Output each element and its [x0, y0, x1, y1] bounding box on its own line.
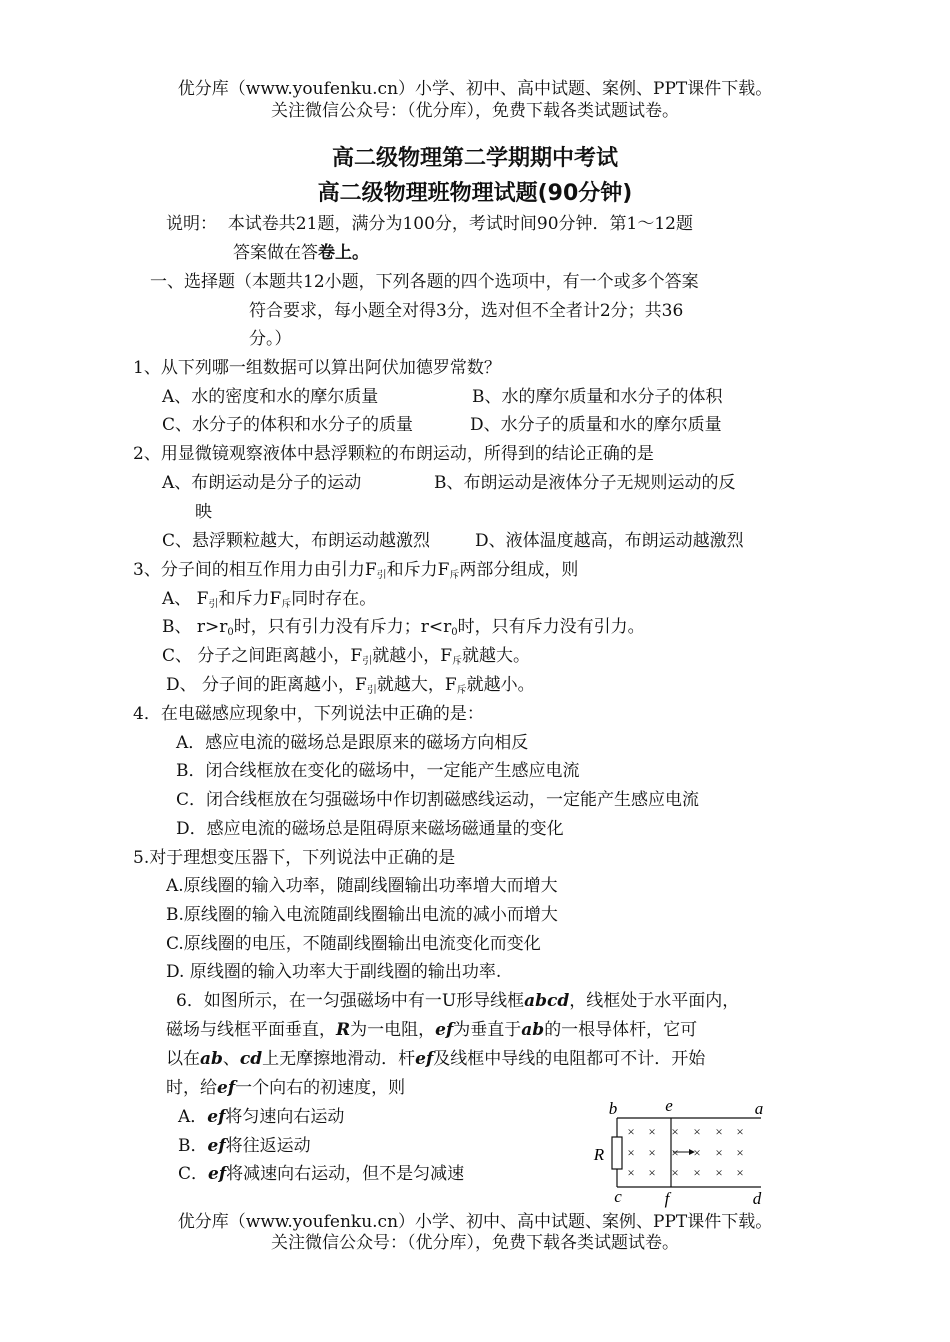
field-x-mark: ×	[736, 1165, 744, 1180]
question-2-stem: 2、用显微镜观察液体中悬浮颗粒的布朗运动，所得到的结论正确的是	[133, 444, 654, 464]
q3-b-text: B、 r>r	[162, 617, 228, 637]
instructions-text: 答案做在答	[233, 243, 318, 263]
resistor	[612, 1137, 622, 1169]
q6-symbol: ef	[208, 1164, 227, 1184]
q3-option-b	[162, 616, 645, 644]
q6-symbol: ef	[207, 1107, 226, 1127]
field-x-mark: ×	[648, 1145, 656, 1160]
q6-b-text: 将往返运动	[225, 1136, 311, 1156]
q3-option-a	[162, 588, 376, 616]
q3-d-text: D、 分子间的距离越小，F	[166, 675, 367, 695]
question-6-line-3	[166, 1048, 705, 1070]
q6-option-b	[178, 1135, 311, 1157]
field-x-mark: ×	[648, 1165, 656, 1180]
q5-option-d: D. 原线圈的输入功率大于副线圈的输出功率.	[166, 962, 502, 982]
q1-option-a: A、水的密度和水的摩尔质量	[162, 387, 379, 407]
exam-subtitle: 高二级物理班物理试题(90分钟)	[317, 181, 633, 206]
exam-title: 高二级物理第二学期期中考试	[331, 146, 618, 171]
field-x-mark: ×	[671, 1165, 679, 1180]
subscript-zero: 0	[451, 627, 458, 638]
q3-c-text: C、 分子之间距离越小，F	[162, 646, 363, 666]
q6-text: 时，给	[166, 1078, 217, 1098]
q6-text: 及线框中导线的电阻都可不计．开始	[433, 1049, 706, 1069]
q3-d-text: 就越小。	[466, 675, 535, 695]
label-d: d	[752, 1189, 762, 1208]
q6-symbol: ef	[207, 1136, 226, 1156]
q5-option-a: A.原线圈的输入功率，随副线圈输出功率增大而增大	[166, 876, 558, 896]
question-5-stem: 5.对于理想变压器下，下列说法中正确的是	[133, 848, 456, 868]
q6-text: 、	[222, 1049, 240, 1069]
question-1-stem: 1、从下列哪一组数据可以算出阿伏加德罗常数？	[133, 358, 501, 378]
q6-symbol: ef	[217, 1078, 236, 1098]
header-line-1: 优分库（www.youfenku.cn）小学、初中、高中试题、案例、PPT课件下载。	[177, 79, 773, 99]
label-a: a	[754, 1099, 764, 1118]
q3-option-d	[166, 674, 535, 702]
q3-option-c	[162, 645, 530, 673]
subscript-zero: 0	[227, 627, 234, 638]
field-x-mark: ×	[627, 1165, 635, 1180]
field-x-mark: ×	[693, 1145, 701, 1160]
header-line-2: 关注微信公众号：（优分库），免费下载各类试题试卷。	[271, 101, 679, 121]
field-x-mark: ×	[715, 1145, 723, 1160]
field-x-mark: ×	[671, 1145, 679, 1160]
subscript-repulsion: 斥	[452, 656, 463, 667]
q1-option-d: D、水分子的质量和水的摩尔质量	[470, 415, 722, 435]
q5-option-b: B.原线圈的输入电流随副线圈输出电流的减小而增大	[166, 905, 558, 925]
q6-a-text: A．	[178, 1107, 208, 1127]
question-6-line-1	[176, 990, 739, 1012]
subscript-attraction: 引	[362, 656, 373, 667]
label-c: c	[614, 1187, 622, 1206]
q3-a-text: A、 F	[162, 589, 209, 609]
question-3-stem	[133, 559, 578, 587]
q6-b-text: B．	[178, 1136, 208, 1156]
field-x-mark: ×	[648, 1124, 656, 1139]
q6-symbol: cd	[239, 1049, 263, 1069]
circuit-figure	[585, 1094, 775, 1212]
field-x-mark: ×	[693, 1124, 701, 1139]
q2-option-b: B、布朗运动是液体分子无规则运动的反	[434, 473, 736, 493]
q2-option-d: D、液体温度越高，布朗运动越激烈	[475, 531, 744, 551]
instructions-text: 本试卷共21题，满分为100分，考试时间90分钟．第1～12题	[227, 214, 693, 234]
q3-b-text: 时，只有斥力没有引力。	[457, 617, 645, 637]
field-x-mark: ×	[671, 1124, 679, 1139]
q3-c-text: 就越小，F	[372, 646, 453, 666]
q5-option-c: C.原线圈的电压，不随副线圈输出电流变化而变化	[166, 934, 541, 954]
field-x-mark: ×	[736, 1124, 744, 1139]
q2-option-c: C、悬浮颗粒越大，布朗运动越激烈	[162, 531, 431, 551]
q6-symbol: abcd	[524, 991, 570, 1011]
label-f: f	[664, 1189, 670, 1208]
q4-option-d: D．感应电流的磁场总是阻碍原来磁场磁通量的变化	[176, 819, 564, 839]
field-x-mark: ×	[715, 1165, 723, 1180]
subscript-attraction: 引	[208, 599, 219, 610]
q6-text: 6．如图所示，在一匀强磁场中有一U形导线框	[176, 991, 525, 1011]
q6-text: 的一根导体杆，它可	[544, 1020, 698, 1040]
q4-option-b: B．闭合线框放在变化的磁场中，一定能产生感应电流	[176, 761, 580, 781]
q6-symbol: ef	[415, 1049, 434, 1069]
question-4-stem: 4．在电磁感应现象中，下列说法中正确的是：	[133, 704, 484, 724]
q6-a-text: 将匀速向右运动	[225, 1107, 345, 1127]
q6-text: 上无摩擦地滑动．杆	[262, 1049, 416, 1069]
q6-symbol: ef	[435, 1020, 454, 1040]
q6-option-c	[178, 1163, 464, 1185]
q6-c-text: 将减速向右运动，但不是匀减速	[226, 1164, 465, 1184]
instructions-text-bold: 卷上。	[318, 243, 369, 263]
footer-line-1: 优分库（www.youfenku.cn）小学、初中、高中试题、案例、PPT课件下载。	[177, 1212, 773, 1232]
subscript-attraction: 引	[366, 685, 377, 696]
q1-option-b: B、水的摩尔质量和水分子的体积	[472, 387, 723, 407]
q3-stem-text: 两部分组成，则	[459, 560, 579, 580]
q6-symbol: R	[336, 1020, 351, 1040]
label-b: b	[608, 1099, 618, 1118]
q2-option-b-cont: 映	[195, 502, 212, 522]
section-heading-cont: 符合要求，每小题全对得3分，选对但不全者计2分；共36	[249, 301, 684, 321]
field-x-mark: ×	[715, 1124, 723, 1139]
q6-option-a	[178, 1106, 344, 1128]
instructions-line-1	[166, 213, 693, 235]
question-6-line-4	[166, 1077, 405, 1099]
q6-symbol: ab	[521, 1020, 545, 1040]
field-x-mark: ×	[693, 1165, 701, 1180]
footer-line-2: 关注微信公众号：（优分库），免费下载各类试题试卷。	[271, 1233, 679, 1253]
q4-option-c: C．闭合线框放在匀强磁场中作切割磁感线运动，一定能产生感应电流	[176, 790, 700, 810]
q3-a-text: 和斥力F	[218, 589, 282, 609]
question-6-line-2	[166, 1019, 697, 1041]
q3-a-text: 同时存在。	[291, 589, 377, 609]
field-x-mark: ×	[627, 1145, 635, 1160]
q6-text: 为垂直于	[453, 1020, 522, 1040]
instructions-line-2	[233, 242, 369, 264]
instructions-label: 说明：	[166, 214, 217, 234]
q6-c-text: C．	[178, 1164, 209, 1184]
q3-c-text: 就越大。	[462, 646, 531, 666]
q6-text: 磁场与线框平面垂直，	[166, 1020, 336, 1040]
q2-option-a: A、布朗运动是分子的运动	[162, 473, 362, 493]
q4-option-a: A．感应电流的磁场总是跟原来的磁场方向相反	[176, 733, 529, 753]
field-x-mark: ×	[736, 1145, 744, 1160]
q6-text: ，线框处于水平面内，	[569, 991, 740, 1011]
field-x-mark: ×	[627, 1124, 635, 1139]
q3-stem-text: 和斥力F	[386, 560, 450, 580]
q6-symbol: ab	[200, 1049, 223, 1069]
subscript-attraction: 引	[376, 570, 387, 581]
q6-text: 以在	[166, 1049, 200, 1069]
q3-d-text: 就越大，F	[376, 675, 457, 695]
section-heading: 一、选择题（本题共12小题，下列各题的四个选项中，有一个或多个答案	[150, 272, 699, 292]
q6-text: 为一电阻，	[350, 1020, 436, 1040]
q3-b-text: 时，只有引力没有斥力；r<r	[233, 617, 452, 637]
q1-option-c: C、水分子的体积和水分子的质量	[162, 415, 414, 435]
label-e: e	[665, 1096, 673, 1115]
subscript-repulsion: 斥	[449, 570, 460, 581]
q3-stem-text: 3、分子间的相互作用力由引力F	[133, 560, 377, 580]
section-heading-cont: 分。）	[249, 329, 292, 349]
subscript-repulsion: 斥	[456, 685, 467, 696]
label-R: R	[593, 1145, 605, 1164]
subscript-repulsion: 斥	[281, 599, 292, 610]
q6-text: 一个向右的初速度，则	[235, 1078, 406, 1098]
